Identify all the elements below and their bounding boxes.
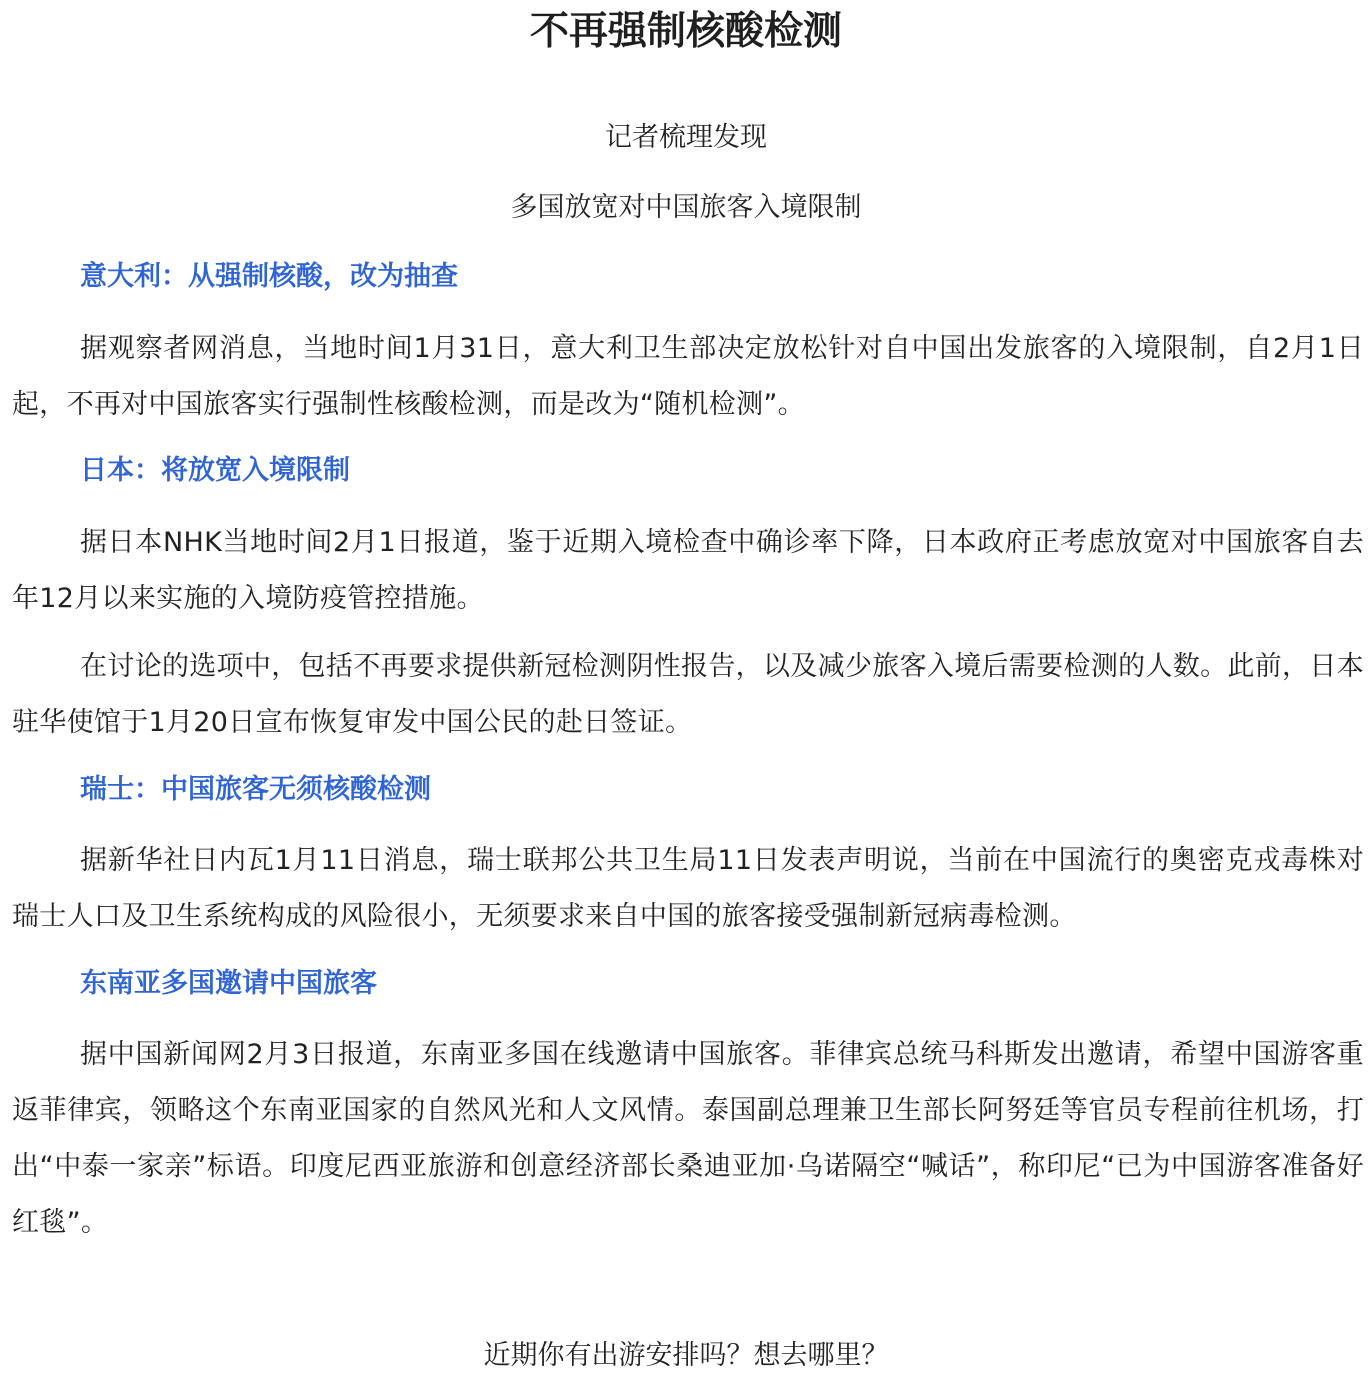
subtitle-line-2: 多国放宽对中国旅客入境限制 <box>510 192 862 223</box>
section-heading-switzerland: 瑞士：中国旅客无须核酸检测 <box>80 774 431 805</box>
paragraph-switzerland: 据新华社日内瓦1月11日消息，瑞士联邦公共卫生局11日发表声明说，当前在中国流行的奥密克戎毒株对瑞士人口及卫生系统构成的风险很小，无须要求来自中国的旅客接受强制新冠病毒检测。 <box>12 845 1364 932</box>
section-heading-japan: 日本：将放宽入境限制 <box>80 455 350 486</box>
paragraph-japan-1: 据日本NHK当地时间2月1日报道，鉴于近期入境检查中确诊率下降，日本政府正考虑放宽对中国旅客自去年12月以来实施的入境防疫管控措施。 <box>12 527 1364 614</box>
article-title: 不再强制核酸检测 <box>529 9 842 54</box>
closing-question: 近期你有出游安排吗？想去哪里？ <box>483 1340 889 1371</box>
section-heading-italy: 意大利：从强制核酸，改为抽查 <box>80 261 458 292</box>
paragraph-southeast-asia: 据中国新闻网2月3日报道，东南亚多国在线邀请中国旅客。菲律宾总统马科斯发出邀请，希望中国游客重返菲律宾，领略这个东南亚国家的自然风光和人文风情。泰国副总理兼卫生部长阿努廷等官员专程前往机场，打出“中泰一家亲”标语。印度尼西亚旅游和创意经济部长桑迪亚加·乌诺隔空“喊话”，称印尼“已为中国游客准备好红毯”。 <box>12 1039 1364 1238</box>
paragraph-italy: 据观察者网消息，当地时间1月31日，意大利卫生部决定放松针对自中国出发旅客的入境限制，自2月1日起，不再对中国旅客实行强制性核酸检测，而是改为“随机检测”。 <box>12 333 1364 420</box>
subtitle-line-1: 记者梳理发现 <box>605 122 767 153</box>
section-heading-southeast-asia: 东南亚多国邀请中国旅客 <box>80 968 377 999</box>
paragraph-japan-2: 在讨论的选项中，包括不再要求提供新冠检测阴性报告，以及减少旅客入境后需要检测的人数。此前，日本驻华使馆于1月20日宣布恢复审发中国公民的赴日签证。 <box>12 651 1364 738</box>
